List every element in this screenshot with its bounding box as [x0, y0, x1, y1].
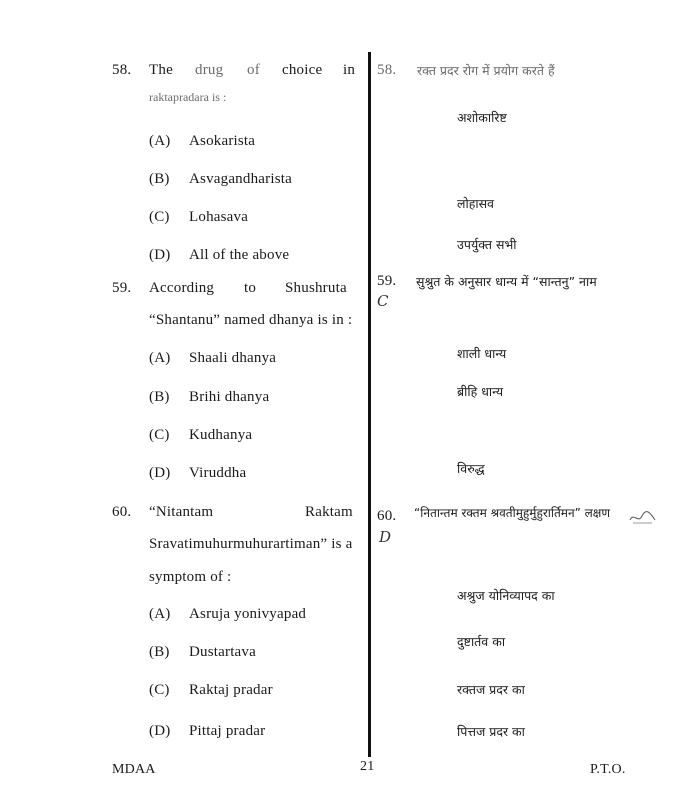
option-text-hindi: पित्तज प्रदर का [457, 724, 525, 739]
option-label: (C) [149, 427, 170, 443]
option-label: (B) [149, 171, 170, 187]
option-text-hindi: लोहासव [457, 196, 494, 211]
question-stem-hindi: सुश्रुत के अनुसार धान्य में “सान्तनु” नाम [416, 274, 597, 289]
option-text: Asokarista [189, 133, 256, 149]
option-text-hindi: उपर्युक्त सभी [457, 237, 517, 252]
question-stem-line: symptom of : [149, 569, 232, 585]
option-text: Shaali dhanya [189, 350, 277, 366]
question-number: 59. [112, 280, 132, 296]
handwritten-answer-mark: D [379, 528, 392, 546]
handwritten-scribble [628, 508, 658, 526]
question-number-hindi: 58. [377, 62, 397, 78]
question-number: 60. [112, 504, 132, 520]
option-label: (A) [149, 350, 171, 366]
question-stem-hindi: “नितान्तम रक्तम श्रवतीमुहुर्मुहुरार्तिमन” लक्षण [414, 506, 611, 520]
option-text: Brihi dhanya [189, 389, 270, 405]
option-text-hindi: दुष्टार्तव का [457, 634, 506, 649]
option-text-hindi: अशोकारिष्ट [457, 110, 507, 125]
option-text: Lohasava [189, 209, 249, 225]
question-number-hindi: 59. [377, 273, 397, 289]
option-text: Pittaj pradar [189, 723, 266, 739]
question-stem-word: Shushruta [285, 280, 347, 296]
question-stem-word: drug [195, 62, 224, 78]
option-text: Asruja yonivyapad [189, 606, 307, 622]
option-label: (C) [149, 682, 170, 698]
option-label: (B) [149, 644, 170, 660]
option-label: (A) [149, 133, 171, 149]
option-text: Raktaj pradar [189, 682, 273, 698]
question-stem-word: Raktam [305, 504, 353, 520]
option-text-hindi: ब्रीहि धान्य [457, 384, 504, 399]
question-stem-line: raktapradara is : [149, 90, 227, 104]
question-number-hindi: 60. [377, 508, 397, 524]
question-stem-line: “Shantanu” named dhanya is in : [149, 312, 353, 328]
option-label: (D) [149, 465, 171, 481]
question-number: 58. [112, 62, 132, 78]
option-text-hindi: विरुद्ध [457, 461, 485, 476]
question-stem-word: According [149, 280, 215, 296]
page-number: 21 [360, 759, 375, 774]
option-label: (C) [149, 209, 170, 225]
question-stem-word: to [244, 280, 257, 296]
column-divider [368, 52, 371, 757]
question-stem-word: of [247, 62, 260, 78]
option-text-hindi: शाली धान्य [457, 346, 507, 361]
option-label: (B) [149, 389, 170, 405]
question-stem-hindi: रक्त प्रदर रोग में प्रयोग करते हैं [417, 63, 555, 78]
question-stem-word: “Nitantam [149, 504, 214, 520]
option-text: Asvagandharista [189, 171, 292, 187]
option-text-hindi: अश्रुज योनिव्यापद का [457, 588, 555, 603]
option-text: All of the above [189, 247, 290, 263]
question-stem-word: in [343, 62, 356, 78]
question-stem-word: choice [282, 62, 323, 78]
option-label: (D) [149, 247, 171, 263]
please-turn-over: P.T.O. [590, 762, 626, 777]
option-text-hindi: रक्तज प्रदर का [457, 682, 525, 697]
paper-code: MDAA [112, 762, 156, 777]
handwritten-answer-mark: C [377, 292, 389, 310]
option-label: (D) [149, 723, 171, 739]
option-text: Dustartava [189, 644, 256, 660]
question-stem-word: The [149, 62, 173, 78]
option-text: Viruddha [189, 465, 247, 481]
option-label: (A) [149, 606, 171, 622]
option-text: Kudhanya [189, 427, 253, 443]
question-stem-line: Sravatimuhurmuhurartiman” is a [149, 536, 353, 552]
